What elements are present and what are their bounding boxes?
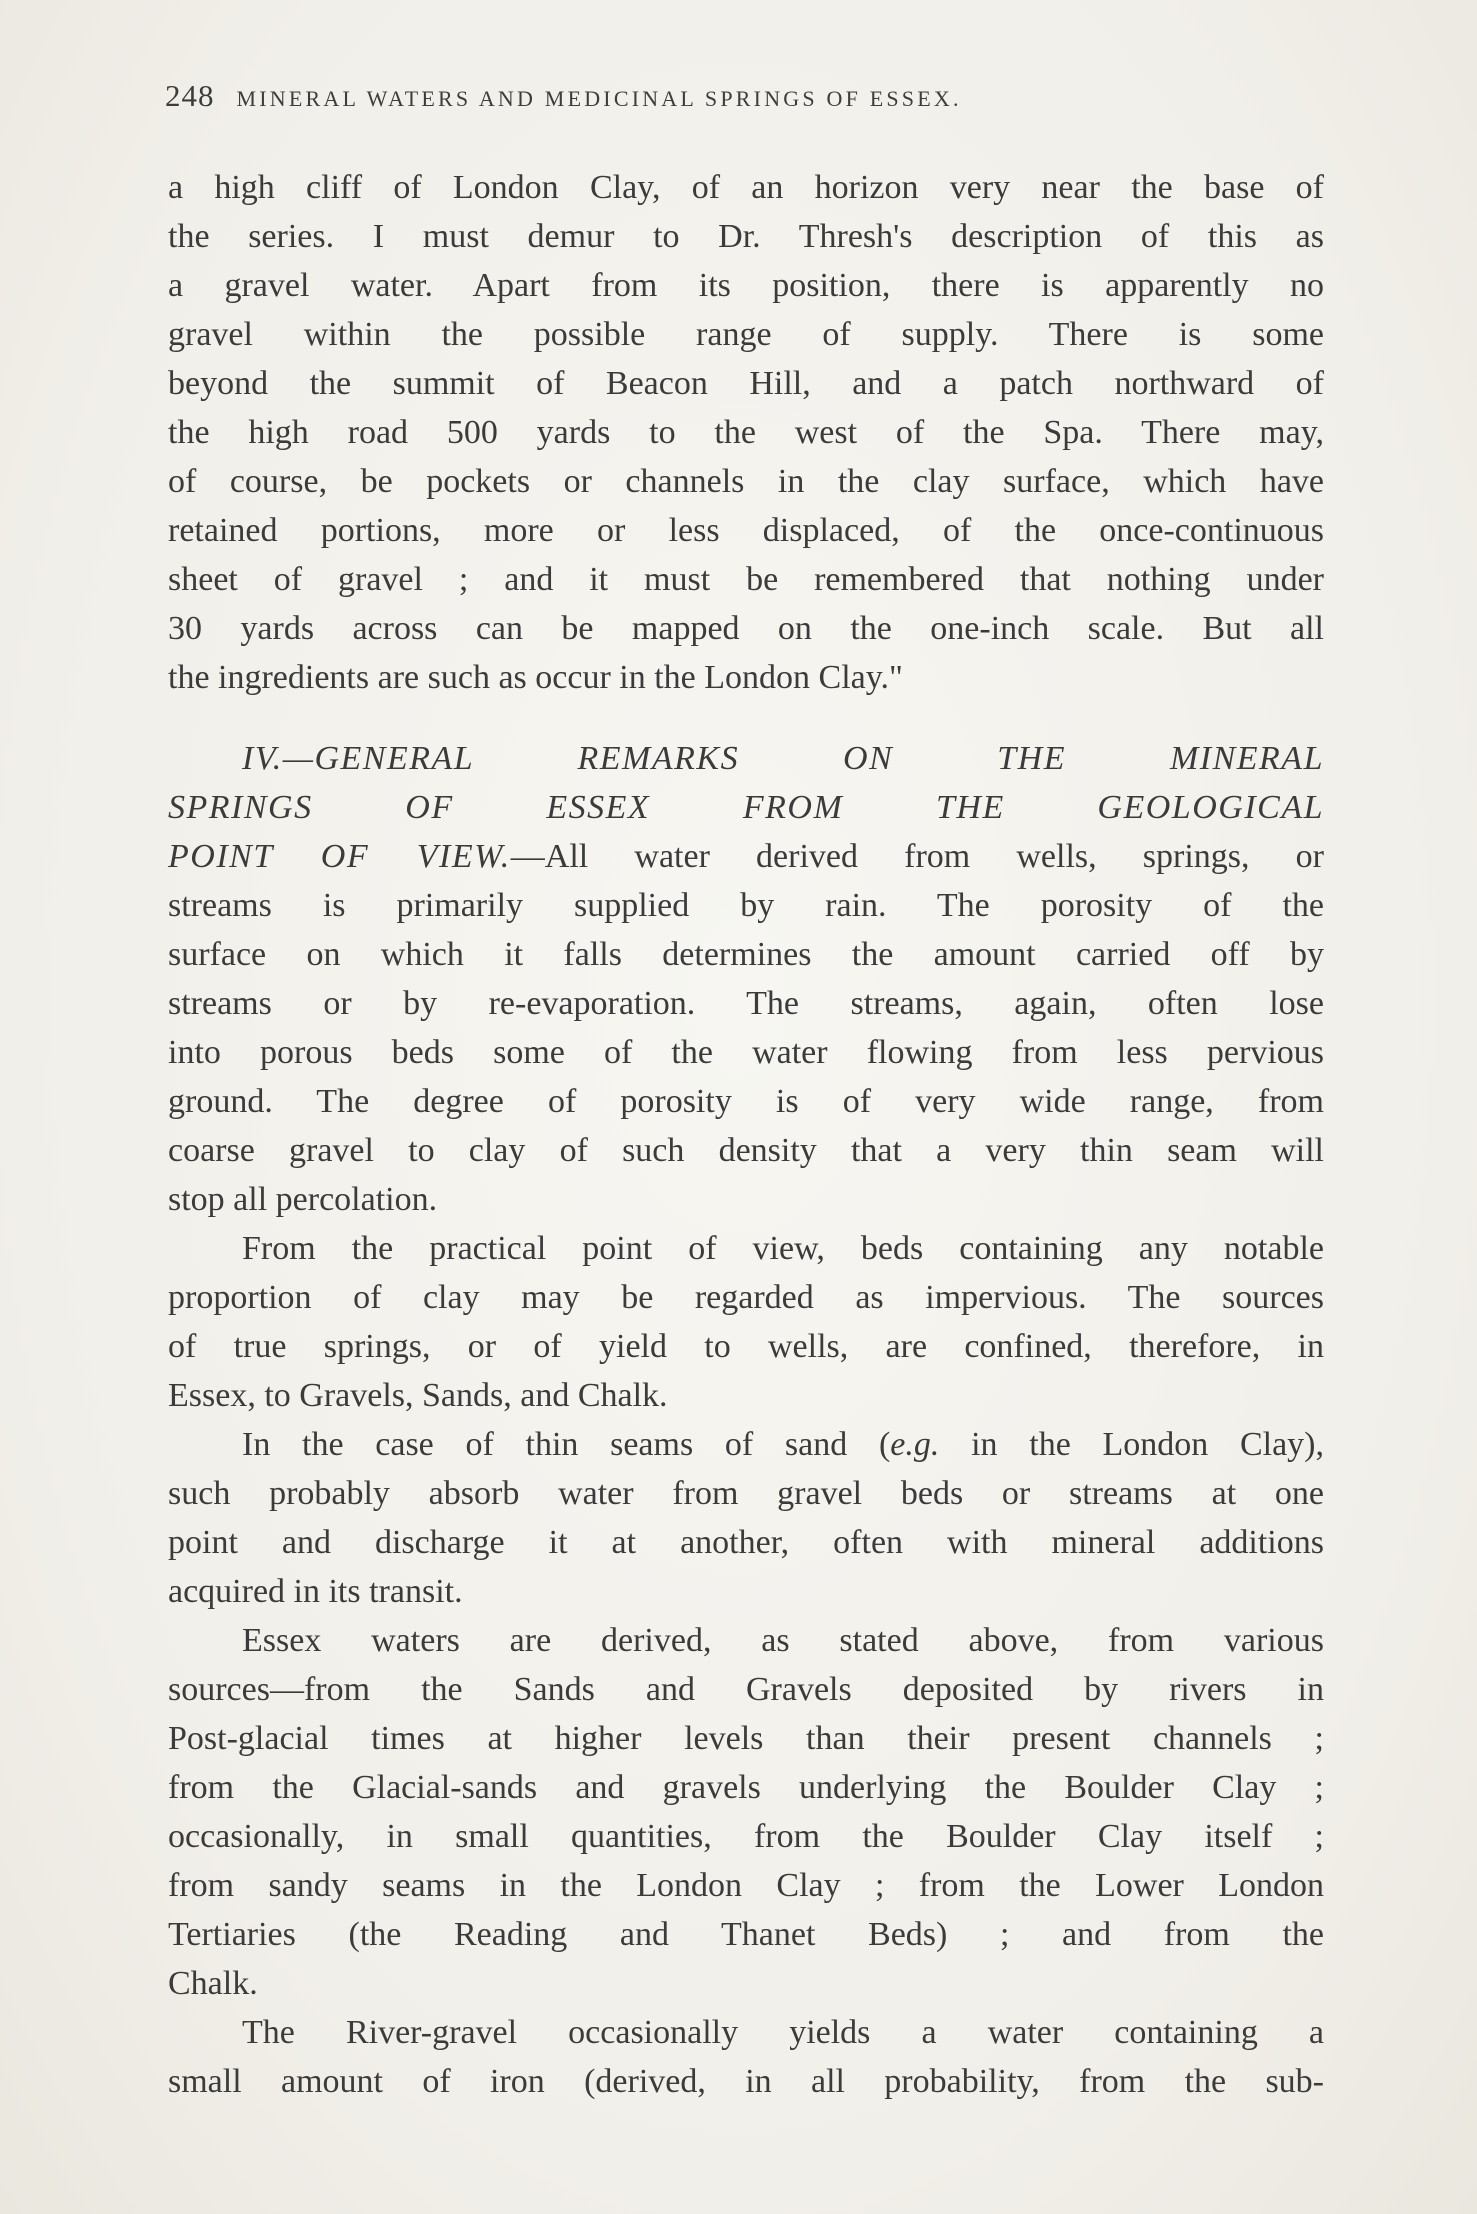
page-body	[168, 163, 1324, 2106]
paragraph	[168, 1616, 1324, 2008]
text-line: of true springs, or of yield to wells, are confined, therefore, in	[168, 1328, 1324, 1365]
text-line: the series. I must demur to Dr. Thresh's description of this as	[168, 218, 1324, 255]
section-heading-end: POINT OF VIEW.	[168, 838, 511, 875]
text-line: ground. The degree of porosity is of very wide range, from	[168, 1083, 1324, 1120]
paragraph	[168, 2008, 1324, 2106]
text-line: small amount of iron (derived, in all probability, from the sub-	[168, 2063, 1324, 2100]
text-line: from the Glacial-sands and gravels underlying the Boulder Clay ;	[168, 1769, 1324, 1806]
text-run: in the London Clay),	[939, 1426, 1325, 1463]
text-line: From the practical point of view, beds containing any notable	[242, 1230, 1324, 1267]
text-line: acquired in its transit.	[168, 1573, 463, 1610]
page-number: 248	[165, 78, 215, 113]
text-line: sources—from the Sands and Gravels deposited by rivers in	[168, 1671, 1324, 1708]
text-line: Post-glacial times at higher levels than their present channels ;	[168, 1720, 1324, 1757]
text-line: the high road 500 yards to the west of the Spa. There may,	[168, 414, 1324, 451]
paragraph	[168, 1224, 1324, 1420]
section-heading-line: IV.—GENERAL REMARKS ON THE MINERAL	[242, 740, 1324, 777]
text-line	[168, 1420, 1324, 1469]
text-line: beyond the summit of Beacon Hill, and a patch northward of	[168, 365, 1324, 402]
text-line	[168, 832, 1324, 881]
text-line: surface on which it falls determines the amount carried off by	[168, 936, 1324, 973]
running-header	[165, 78, 1225, 118]
text-line: a high cliff of London Clay, of an horizon very near the base of	[168, 169, 1324, 206]
text-line: Essex, to Gravels, Sands, and Chalk.	[168, 1377, 668, 1414]
text-run: —All water derived from wells, springs, or	[510, 838, 1324, 875]
text-line: from sandy seams in the London Clay ; from the Lower London	[168, 1867, 1324, 1904]
text-line: streams is primarily supplied by rain. The porosity of the	[168, 887, 1324, 924]
text-line: such probably absorb water from gravel beds or streams at one	[168, 1475, 1324, 1512]
section-heading-line: SPRINGS OF ESSEX FROM THE GEOLOGICAL	[168, 789, 1324, 826]
text-run-italic: e.g.	[890, 1426, 940, 1463]
text-line: proportion of clay may be regarded as impervious. The sources	[168, 1279, 1324, 1316]
text-line: a gravel water. Apart from its position, there is apparently no	[168, 267, 1324, 304]
text-line: sheet of gravel ; and it must be remembered that nothing under	[168, 561, 1324, 598]
text-line: the ingredients are such as occur in the London Clay."	[168, 659, 903, 696]
text-line: of course, be pockets or channels in the clay surface, which have	[168, 463, 1324, 500]
section-paragraph	[168, 734, 1324, 1224]
text-line: point and discharge it at another, often with mineral additions	[168, 1524, 1324, 1561]
running-title: MINERAL WATERS AND MEDICINAL SPRINGS OF ESSEX.	[236, 86, 962, 111]
text-line: retained portions, more or less displaced, of the once-continuous	[168, 512, 1324, 549]
paragraph	[168, 1420, 1324, 1616]
text-line: stop all percolation.	[168, 1181, 438, 1218]
text-line: The River-gravel occasionally yields a water containing a	[242, 2014, 1324, 2051]
text-line: Tertiaries (the Reading and Thanet Beds) ; and from the	[168, 1916, 1324, 1953]
text-line: Chalk.	[168, 1965, 258, 2002]
text-line: occasionally, in small quantities, from the Boulder Clay itself ;	[168, 1818, 1324, 1855]
text-line: streams or by re-evaporation. The streams, again, often lose	[168, 985, 1324, 1022]
text-line: 30 yards across can be mapped on the one-inch scale. But all	[168, 610, 1324, 647]
text-run: In the case of thin seams of sand (	[242, 1426, 891, 1463]
paragraph-continuation	[168, 163, 1324, 702]
text-line: into porous beds some of the water flowing from less pervious	[168, 1034, 1324, 1071]
text-line: gravel within the possible range of supply. There is some	[168, 316, 1324, 353]
text-line: Essex waters are derived, as stated above, from various	[242, 1622, 1324, 1659]
text-line: coarse gravel to clay of such density that a very thin seam will	[168, 1132, 1324, 1169]
